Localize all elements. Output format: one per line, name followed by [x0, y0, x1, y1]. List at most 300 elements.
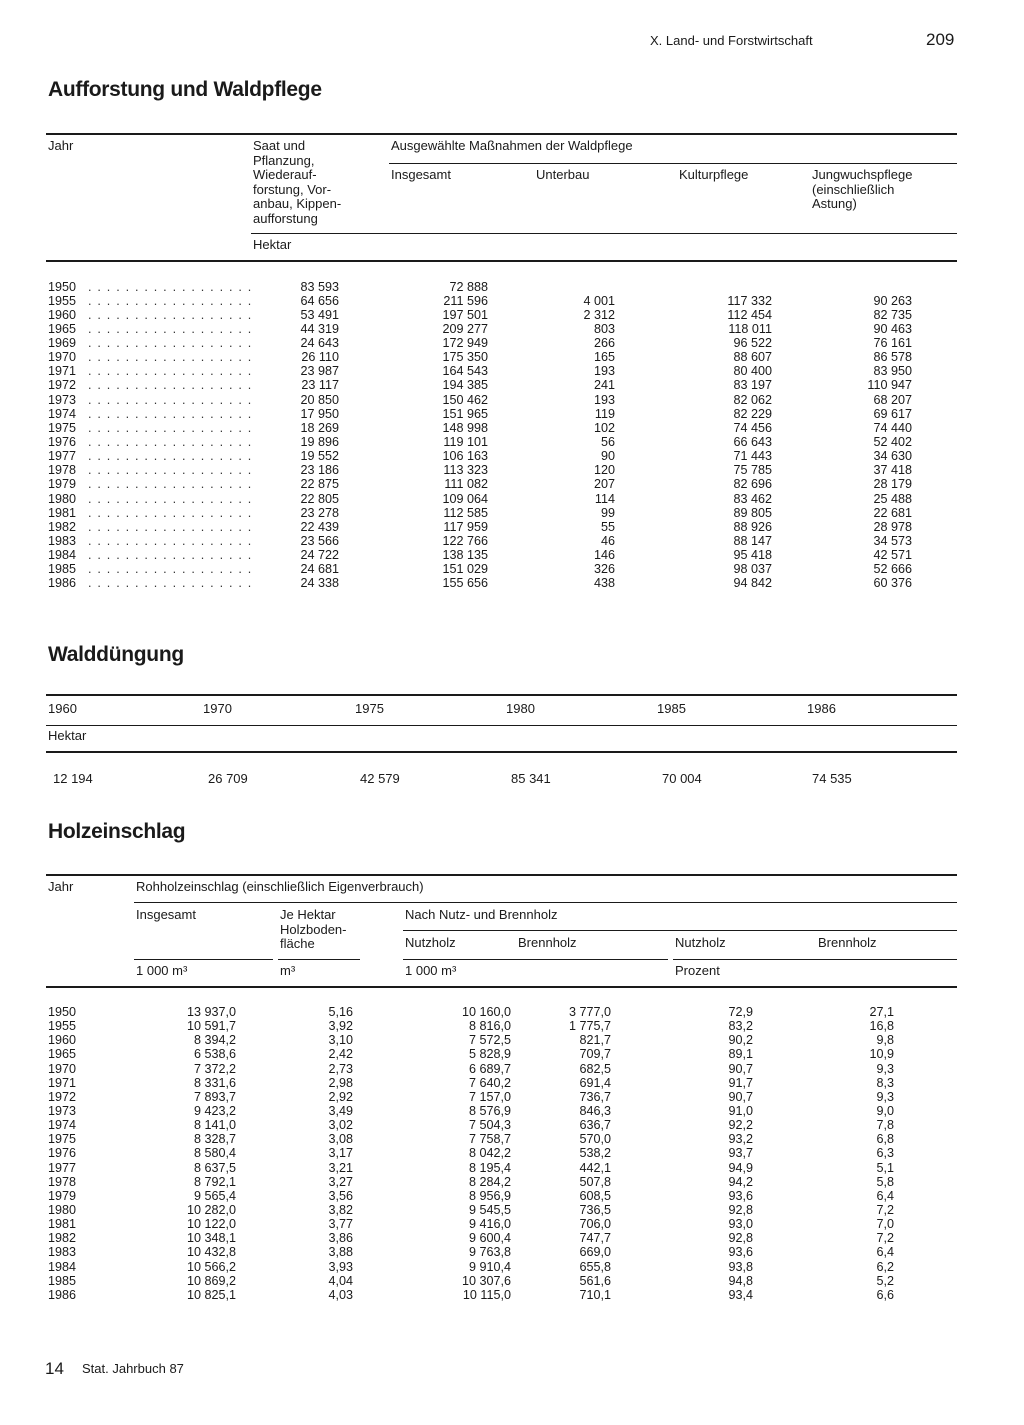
cell-saat: 53 491 — [300, 307, 339, 322]
cell-brennholz-pct: 16,8 — [869, 1019, 894, 1034]
walddungung-year: 1985 — [657, 701, 686, 716]
cell-jungwuchs: 28 179 — [873, 477, 912, 492]
cell-year: 1960 — [48, 307, 77, 322]
holzeinschlag-unit-rule-1 — [134, 959, 273, 960]
cell-nutzholz-pct: 93,8 — [728, 1259, 753, 1274]
table-row — [48, 1062, 958, 1076]
chapter-title: X. Land- und Forstwirtschaft — [650, 33, 813, 48]
cell-brennholz-abs: 442,1 — [579, 1160, 611, 1175]
cell-kulturpflege: 80 400 — [733, 364, 772, 379]
cell-insgesamt: 10 348,1 — [186, 1231, 236, 1246]
cell-year: 1955 — [48, 293, 77, 308]
walddungung-year: 1960 — [48, 701, 77, 716]
walddungung-value: 12 194 — [53, 771, 93, 786]
walddungung-value: 42 579 — [360, 771, 400, 786]
cell-unterbau: 193 — [593, 392, 615, 407]
cell-nutzholz-pct: 90,7 — [728, 1061, 753, 1076]
aufforstung-table-body — [48, 280, 958, 591]
cell-je-hektar: 3,92 — [328, 1019, 353, 1034]
cell-insgesamt: 175 350 — [442, 350, 488, 365]
cell-je-hektar: 3,27 — [328, 1174, 353, 1189]
cell-nutzholz-pct: 83,2 — [728, 1019, 753, 1034]
cell-year: 1950 — [48, 1005, 77, 1019]
cell-saat: 22 805 — [300, 491, 339, 506]
holzeinschlag-unit-1000m3: 1 000 m³ — [136, 963, 188, 978]
cell-nutzholz-pct: 90,7 — [728, 1089, 753, 1104]
leader-dots: . . . . . . . . . . . . . . . . . . — [88, 336, 253, 351]
cell-insgesamt: 112 585 — [443, 505, 488, 520]
holzeinschlag-unit-rule-4 — [673, 959, 957, 960]
cell-kulturpflege: 88 926 — [733, 519, 772, 534]
cell-brennholz-abs: 3 777,0 — [568, 1005, 611, 1019]
cell-unterbau: 803 — [593, 321, 615, 336]
cell-brennholz-abs: 736,7 — [579, 1089, 611, 1104]
cell-year: 1986 — [48, 576, 77, 591]
cell-kulturpflege: 98 037 — [733, 562, 772, 577]
holzeinschlag-body-rule — [46, 986, 957, 988]
cell-nutzholz-pct: 94,2 — [728, 1174, 753, 1189]
cell-kulturpflege: 88 607 — [733, 350, 772, 365]
cell-brennholz-abs: 706,0 — [579, 1217, 611, 1232]
holzeinschlag-unit-prozent: Prozent — [675, 963, 720, 978]
leader-dots: . . . . . . . . . . . . . . . . . . — [88, 463, 253, 478]
cell-insgesamt: 209 277 — [442, 321, 488, 336]
holzeinschlag-top-rule — [46, 874, 957, 876]
cell-insgesamt: 155 656 — [442, 576, 488, 591]
holzeinschlag-table-body — [48, 1005, 958, 1302]
walddungung-year: 1980 — [506, 701, 535, 716]
cell-insgesamt: 8 394,2 — [193, 1033, 236, 1048]
cell-saat: 24 681 — [300, 562, 339, 577]
cell-je-hektar: 2,73 — [328, 1061, 353, 1076]
cell-year: 1980 — [48, 1202, 77, 1217]
cell-je-hektar: 3,02 — [328, 1118, 353, 1133]
cell-saat: 24 722 — [300, 548, 339, 563]
cell-year: 1977 — [48, 449, 77, 464]
cell-unterbau: 193 — [593, 364, 615, 379]
cell-nutzholz-abs: 8 195,4 — [468, 1160, 511, 1175]
cell-nutzholz-pct: 93,6 — [728, 1245, 753, 1260]
cell-nutzholz-pct: 93,6 — [728, 1188, 753, 1203]
cell-year: 1976 — [48, 1146, 77, 1161]
cell-brennholz-pct: 10,9 — [869, 1047, 894, 1062]
walddungung-value: 70 004 — [662, 771, 702, 786]
cell-year: 1975 — [48, 420, 77, 435]
table-row — [48, 393, 958, 407]
table-row — [48, 463, 958, 477]
walddungung-unit: Hektar — [48, 728, 87, 743]
leader-dots: . . . . . . . . . . . . . . . . . . — [88, 307, 253, 322]
cell-year: 1973 — [48, 392, 77, 407]
cell-saat: 17 950 — [300, 406, 339, 421]
table-row — [48, 1019, 958, 1033]
cell-insgesamt: 7 893,7 — [193, 1089, 236, 1104]
cell-unterbau: 326 — [593, 562, 615, 577]
table-row — [48, 520, 958, 534]
cell-saat: 19 896 — [300, 435, 339, 450]
cell-insgesamt: 109 064 — [442, 491, 488, 506]
table-row — [48, 1274, 958, 1288]
cell-brennholz-pct: 5,8 — [876, 1174, 894, 1189]
cell-saat: 83 593 — [300, 279, 339, 294]
table-row — [48, 477, 958, 491]
holzeinschlag-unit-rule-3 — [403, 959, 668, 960]
cell-je-hektar: 3,10 — [328, 1033, 353, 1048]
cell-jungwuchs: 86 578 — [873, 350, 912, 365]
cell-brennholz-pct: 9,8 — [876, 1033, 894, 1048]
cell-insgesamt: 119 101 — [443, 435, 488, 450]
walddungung-value: 85 341 — [511, 771, 551, 786]
leader-dots: . . . . . . . . . . . . . . . . . . — [88, 519, 253, 534]
cell-year: 1955 — [48, 1019, 77, 1034]
cell-year: 1985 — [48, 562, 77, 577]
table-row — [48, 1203, 958, 1217]
cell-brennholz-pct: 7,2 — [876, 1202, 894, 1217]
cell-year: 1979 — [48, 477, 77, 492]
leader-dots: . . . . . . . . . . . . . . . . . . — [88, 534, 253, 549]
cell-brennholz-abs: 561,6 — [579, 1273, 611, 1288]
table-row — [48, 336, 958, 350]
cell-jungwuchs: 69 617 — [873, 406, 912, 421]
cell-brennholz-pct: 9,3 — [876, 1061, 894, 1076]
cell-year: 1973 — [48, 1103, 77, 1118]
cell-jungwuchs: 42 571 — [873, 548, 912, 563]
cell-jungwuchs: 25 488 — [873, 491, 912, 506]
cell-nutzholz-pct: 93,2 — [728, 1132, 753, 1147]
cell-unterbau: 120 — [593, 463, 615, 478]
table-row — [48, 534, 958, 548]
cell-nutzholz-abs: 7 504,3 — [468, 1118, 511, 1133]
cell-brennholz-abs: 570,0 — [579, 1132, 611, 1147]
cell-brennholz-abs: 736,5 — [579, 1202, 611, 1217]
holzeinschlag-heading: Holzeinschlag — [48, 820, 186, 843]
cell-unterbau: 2 312 — [583, 307, 615, 322]
cell-year: 1983 — [48, 1245, 77, 1260]
cell-nutzholz-abs: 8 042,2 — [468, 1146, 511, 1161]
cell-insgesamt: 117 959 — [443, 519, 488, 534]
cell-unterbau: 114 — [594, 491, 615, 506]
aufforstung-body-rule — [46, 260, 957, 262]
cell-nutzholz-pct: 90,2 — [728, 1033, 753, 1048]
table-row — [48, 364, 958, 378]
cell-saat: 19 552 — [300, 449, 339, 464]
cell-brennholz-pct: 7,8 — [876, 1118, 894, 1133]
cell-saat: 24 338 — [300, 576, 339, 591]
cell-kulturpflege: 96 522 — [733, 336, 772, 351]
cell-brennholz-abs: 709,7 — [579, 1047, 611, 1062]
cell-jungwuchs: 52 402 — [873, 435, 912, 450]
cell-saat: 23 566 — [300, 534, 339, 549]
table-row — [48, 1189, 958, 1203]
cell-saat: 44 319 — [300, 321, 339, 336]
cell-insgesamt: 9 423,2 — [193, 1103, 236, 1118]
footer-page-number: 14 — [45, 1359, 64, 1378]
walddungung-year: 1975 — [355, 701, 384, 716]
cell-year: 1986 — [48, 1287, 77, 1302]
leader-dots: . . . . . . . . . . . . . . . . . . — [88, 491, 253, 506]
cell-brennholz-abs: 538,2 — [579, 1146, 611, 1161]
cell-year: 1977 — [48, 1160, 77, 1175]
cell-insgesamt: 164 543 — [442, 364, 488, 379]
walddungung-value: 74 535 — [812, 771, 852, 786]
cell-jungwuchs: 90 463 — [873, 321, 912, 336]
cell-brennholz-abs: 1 775,7 — [568, 1019, 611, 1034]
cell-insgesamt: 151 029 — [442, 562, 488, 577]
cell-nutzholz-pct: 91,7 — [728, 1075, 753, 1090]
table-row — [48, 1245, 958, 1259]
table-row — [48, 1005, 958, 1019]
holzeinschlag-col-group: Rohholzeinschlag (einschließlich Eigenverbrauch) — [136, 879, 424, 894]
leader-dots: . . . . . . . . . . . . . . . . . . — [88, 279, 253, 294]
cell-kulturpflege: 71 443 — [733, 449, 772, 464]
cell-insgesamt: 7 372,2 — [193, 1061, 236, 1076]
cell-nutzholz-abs: 7 640,2 — [468, 1075, 511, 1090]
walddungung-heading: Walddüngung — [48, 643, 184, 666]
cell-nutzholz-abs: 10 115,0 — [462, 1287, 511, 1302]
cell-unterbau: 146 — [593, 548, 615, 563]
cell-year: 1985 — [48, 1273, 77, 1288]
aufforstung-unit: Hektar — [253, 237, 292, 252]
cell-year: 1982 — [48, 519, 77, 534]
table-row — [48, 1132, 958, 1146]
cell-year: 1971 — [48, 1075, 77, 1090]
cell-insgesamt: 10 591,7 — [186, 1019, 236, 1034]
cell-saat: 20 850 — [300, 392, 339, 407]
cell-brennholz-pct: 6,8 — [876, 1132, 894, 1147]
cell-nutzholz-abs: 9 545,5 — [468, 1202, 511, 1217]
table-row — [48, 378, 958, 392]
cell-je-hektar: 3,77 — [328, 1217, 353, 1232]
cell-je-hektar: 3,88 — [328, 1245, 353, 1260]
aufforstung-heading: Aufforstung und Waldpflege — [48, 78, 322, 101]
cell-je-hektar: 3,49 — [328, 1103, 353, 1118]
cell-je-hektar: 3,17 — [328, 1146, 353, 1161]
table-row — [48, 1076, 958, 1090]
cell-nutzholz-abs: 9 763,8 — [468, 1245, 511, 1260]
cell-brennholz-pct: 7,2 — [876, 1231, 894, 1246]
cell-nutzholz-abs: 7 157,0 — [468, 1089, 511, 1104]
cell-insgesamt: 6 538,6 — [193, 1047, 236, 1062]
cell-saat: 24 643 — [300, 336, 339, 351]
cell-unterbau: 4 001 — [583, 293, 615, 308]
cell-je-hektar: 2,42 — [328, 1047, 353, 1062]
cell-kulturpflege: 94 842 — [733, 576, 772, 591]
cell-insgesamt: 8 637,5 — [193, 1160, 236, 1175]
cell-kulturpflege: 95 418 — [733, 548, 772, 563]
aufforstung-col-kulturpflege: Kulturpflege — [679, 167, 749, 182]
cell-saat: 23 278 — [300, 505, 339, 520]
table-row — [48, 1260, 958, 1274]
holzeinschlag-col-nutzholz-pct: Nutzholz — [675, 935, 726, 950]
table-row — [48, 1090, 958, 1104]
cell-insgesamt: 8 792,1 — [193, 1174, 236, 1189]
cell-year: 1974 — [48, 406, 77, 421]
page-number: 209 — [926, 30, 955, 49]
cell-jungwuchs: 83 950 — [873, 364, 912, 379]
cell-insgesamt: 172 949 — [442, 336, 488, 351]
cell-jungwuchs: 68 207 — [873, 392, 912, 407]
cell-nutzholz-pct: 92,2 — [728, 1118, 753, 1133]
cell-je-hektar: 2,92 — [328, 1089, 353, 1104]
cell-year: 1982 — [48, 1231, 77, 1246]
cell-nutzholz-pct: 94,8 — [728, 1273, 753, 1288]
cell-insgesamt: 197 501 — [442, 307, 488, 322]
cell-kulturpflege: 83 462 — [733, 491, 772, 506]
cell-year: 1978 — [48, 1174, 77, 1189]
cell-year: 1976 — [48, 435, 77, 450]
walddungung-value: 26 709 — [208, 771, 248, 786]
table-row — [48, 548, 958, 562]
table-row — [48, 1161, 958, 1175]
cell-nutzholz-abs: 10 160,0 — [461, 1005, 511, 1019]
cell-insgesamt: 194 385 — [442, 378, 488, 393]
walddungung-body-rule — [46, 751, 957, 753]
cell-jungwuchs: 82 735 — [873, 307, 912, 322]
table-row — [48, 506, 958, 520]
cell-year: 1978 — [48, 463, 77, 478]
cell-unterbau: 46 — [600, 534, 615, 549]
cell-nutzholz-abs: 8 284,2 — [468, 1174, 511, 1189]
cell-year: 1983 — [48, 534, 77, 549]
walddungung-mid-rule — [46, 725, 957, 726]
leader-dots: . . . . . . . . . . . . . . . . . . — [88, 406, 253, 421]
holzeinschlag-unit-1000m3-nach: 1 000 m³ — [405, 963, 457, 978]
cell-jungwuchs: 37 418 — [873, 463, 912, 478]
table-row — [48, 1175, 958, 1189]
cell-je-hektar: 3,56 — [328, 1188, 353, 1203]
leader-dots: . . . . . . . . . . . . . . . . . . — [88, 392, 253, 407]
cell-saat: 64 656 — [300, 293, 339, 308]
leader-dots: . . . . . . . . . . . . . . . . . . — [88, 505, 253, 520]
leader-dots: . . . . . . . . . . . . . . . . . . — [88, 321, 253, 336]
cell-kulturpflege: 117 332 — [727, 293, 772, 308]
cell-je-hektar: 3,86 — [328, 1231, 353, 1246]
cell-kulturpflege: 88 147 — [733, 534, 772, 549]
cell-je-hektar: 5,16 — [328, 1005, 353, 1019]
cell-insgesamt: 106 163 — [442, 449, 488, 464]
cell-kulturpflege: 82 229 — [733, 406, 772, 421]
cell-brennholz-abs: 846,3 — [579, 1103, 611, 1118]
cell-insgesamt: 8 141,0 — [193, 1118, 236, 1133]
cell-unterbau: 102 — [593, 420, 615, 435]
holzeinschlag-col-jahr: Jahr — [48, 879, 74, 894]
cell-saat: 22 875 — [300, 477, 339, 492]
leader-dots: . . . . . . . . . . . . . . . . . . — [88, 548, 253, 563]
table-row — [48, 280, 958, 294]
cell-je-hektar: 2,98 — [328, 1075, 353, 1090]
cell-nutzholz-pct: 72,9 — [728, 1005, 753, 1019]
cell-brennholz-abs: 710,1 — [579, 1287, 611, 1302]
cell-year: 1971 — [48, 364, 77, 379]
cell-nutzholz-abs: 10 307,6 — [461, 1273, 511, 1288]
cell-year: 1965 — [48, 321, 77, 336]
cell-insgesamt: 13 937,0 — [186, 1005, 236, 1019]
holzeinschlag-col-je-hektar: Je Hektar Holzboden- fläche — [280, 907, 347, 951]
cell-nutzholz-abs: 9 416,0 — [468, 1217, 511, 1232]
cell-kulturpflege: 83 197 — [733, 378, 772, 393]
cell-insgesamt: 111 082 — [444, 477, 488, 492]
cell-brennholz-abs: 655,8 — [579, 1259, 611, 1274]
cell-jungwuchs: 34 573 — [873, 534, 912, 549]
cell-unterbau: 207 — [593, 477, 615, 492]
cell-year: 1965 — [48, 1047, 77, 1062]
leader-dots: . . . . . . . . . . . . . . . . . . — [88, 449, 253, 464]
cell-year: 1972 — [48, 1089, 77, 1104]
cell-year: 1970 — [48, 1061, 77, 1076]
cell-saat: 26 110 — [301, 350, 339, 365]
cell-brennholz-pct: 5,2 — [876, 1273, 894, 1288]
cell-brennholz-pct: 6,2 — [876, 1259, 894, 1274]
leader-dots: . . . . . . . . . . . . . . . . . . — [88, 435, 253, 450]
cell-brennholz-abs: 682,5 — [579, 1061, 611, 1076]
cell-insgesamt: 8 580,4 — [193, 1146, 236, 1161]
cell-brennholz-pct: 9,3 — [876, 1089, 894, 1104]
cell-year: 1984 — [48, 548, 77, 563]
cell-nutzholz-abs: 6 689,7 — [468, 1061, 511, 1076]
leader-dots: . . . . . . . . . . . . . . . . . . — [88, 576, 253, 591]
cell-nutzholz-abs: 9 600,4 — [468, 1231, 511, 1246]
holzeinschlag-col-brennholz-pct: Brennholz — [818, 935, 877, 950]
aufforstung-top-rule — [46, 133, 957, 135]
cell-year: 1981 — [48, 1217, 77, 1232]
cell-brennholz-pct: 6,6 — [876, 1287, 894, 1302]
cell-unterbau: 266 — [593, 336, 615, 351]
cell-year: 1950 — [48, 279, 77, 294]
cell-jungwuchs: 34 630 — [873, 449, 912, 464]
cell-brennholz-pct: 7,0 — [876, 1217, 894, 1232]
leader-dots: . . . . . . . . . . . . . . . . . . — [88, 350, 253, 365]
table-row — [48, 1217, 958, 1231]
holzeinschlag-col-insgesamt: Insgesamt — [136, 907, 196, 922]
cell-saat: 22 439 — [300, 519, 339, 534]
cell-year: 1960 — [48, 1033, 77, 1048]
cell-insgesamt: 138 135 — [442, 548, 488, 563]
cell-jungwuchs: 76 161 — [873, 336, 912, 351]
leader-dots: . . . . . . . . . . . . . . . . . . — [88, 364, 253, 379]
aufforstung-col-insgesamt: Insgesamt — [391, 167, 451, 182]
cell-kulturpflege: 74 456 — [733, 420, 772, 435]
holzeinschlag-col-nach: Nach Nutz- und Brennholz — [405, 907, 558, 922]
cell-jungwuchs: 52 666 — [873, 562, 912, 577]
cell-year: 1974 — [48, 1118, 77, 1133]
cell-unterbau: 119 — [594, 406, 615, 421]
cell-je-hektar: 3,82 — [328, 1202, 353, 1217]
cell-insgesamt: 10 282,0 — [186, 1202, 236, 1217]
cell-brennholz-pct: 6,4 — [876, 1188, 894, 1203]
cell-unterbau: 165 — [593, 350, 615, 365]
table-row — [48, 576, 958, 590]
cell-je-hektar: 3,93 — [328, 1259, 353, 1274]
aufforstung-col-jungwuchs: Jungwuchspflege (einschließlich Astung) — [812, 167, 913, 211]
cell-unterbau: 99 — [600, 505, 615, 520]
cell-insgesamt: 148 998 — [442, 420, 488, 435]
table-row — [48, 308, 958, 322]
table-row — [48, 449, 958, 463]
footer-publication: Stat. Jahrbuch 87 — [82, 1361, 184, 1376]
table-row — [48, 1288, 958, 1302]
cell-jungwuchs: 22 681 — [873, 505, 912, 520]
cell-nutzholz-abs: 9 910,4 — [468, 1259, 511, 1274]
cell-je-hektar: 4,04 — [328, 1273, 353, 1288]
holzeinschlag-nach-rule — [403, 930, 957, 931]
cell-insgesamt: 8 331,6 — [193, 1075, 236, 1090]
walddungung-year: 1970 — [203, 701, 232, 716]
cell-jungwuchs: 60 376 — [873, 576, 912, 591]
cell-year: 1981 — [48, 505, 77, 520]
cell-insgesamt: 10 566,2 — [186, 1259, 236, 1274]
cell-insgesamt: 9 565,4 — [193, 1188, 236, 1203]
cell-kulturpflege: 75 785 — [733, 463, 772, 478]
